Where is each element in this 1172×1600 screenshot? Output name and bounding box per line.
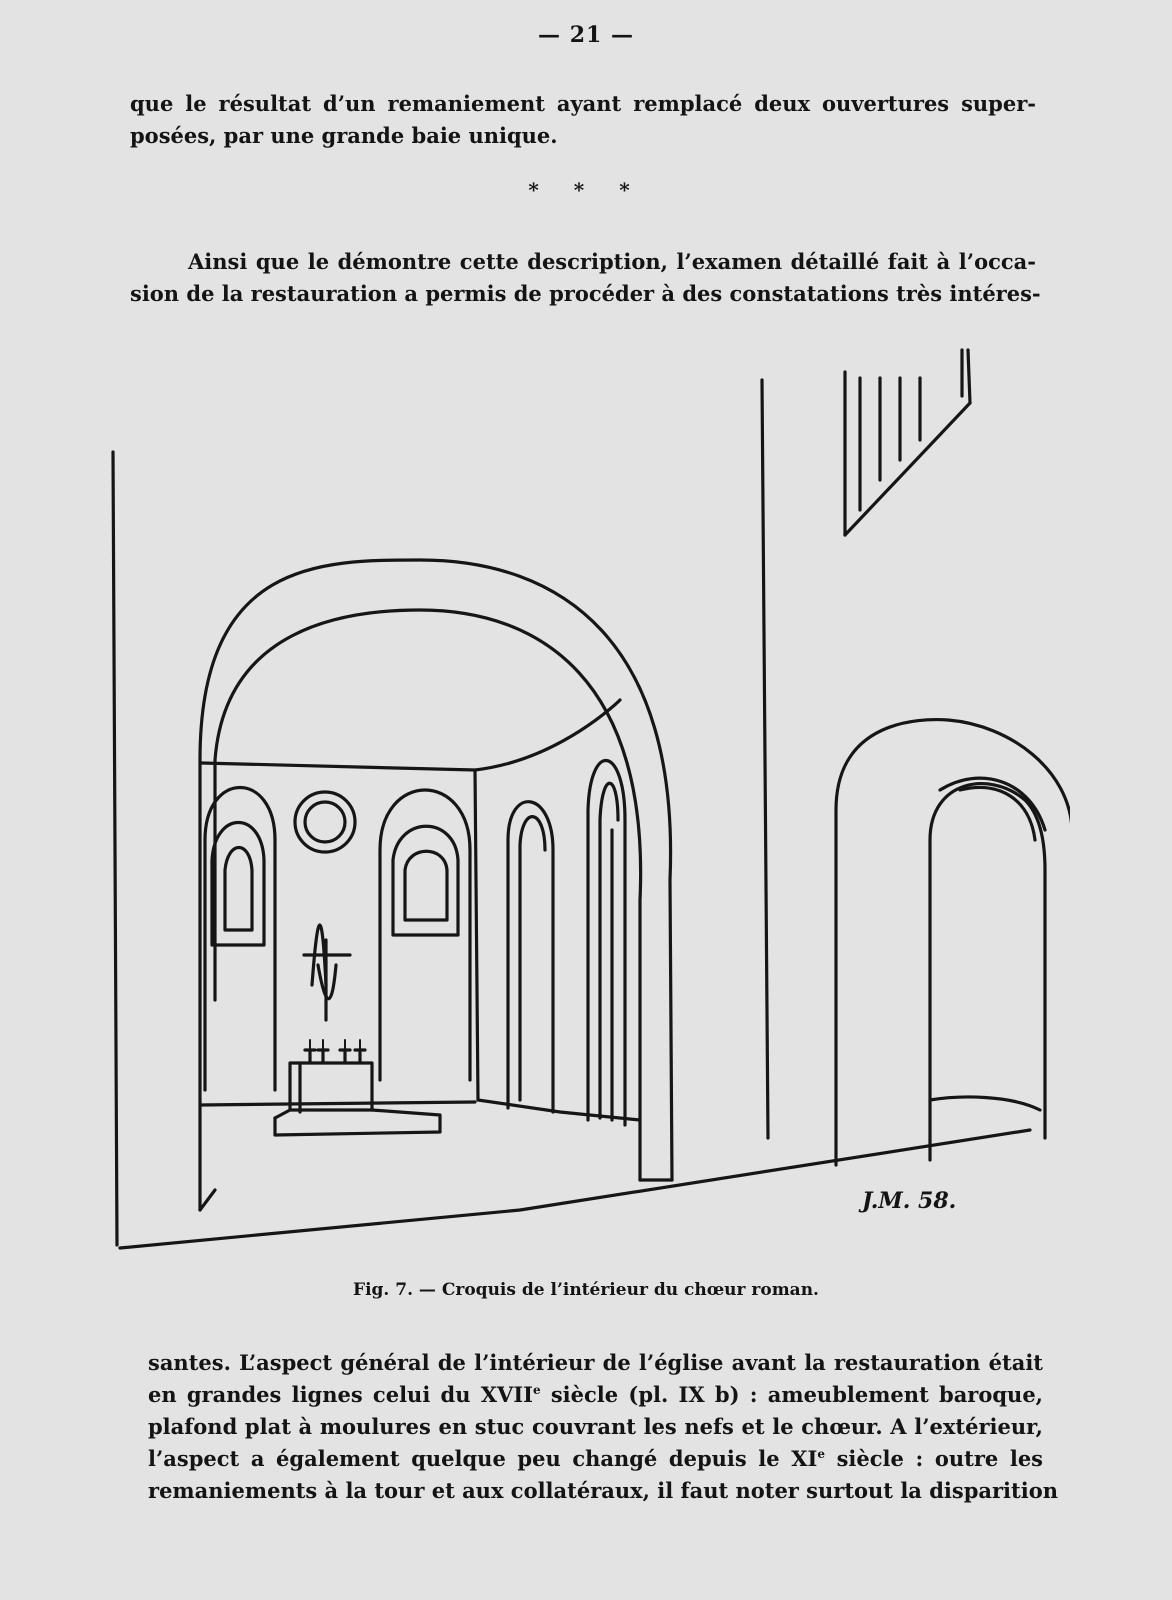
text-line: que le résultat d’un remaniement ayant remplacé deux ouvertures super- [130, 91, 1036, 116]
text-line: posées, par une grande baie unique. [130, 123, 558, 148]
apse-drawing [200, 700, 640, 1125]
text-line: l’aspect a également quelque peu changé depuis le XIe siècle : outre les [148, 1446, 1044, 1471]
paragraph-top [130, 88, 1036, 152]
upper-window-drawing [845, 350, 970, 535]
text-line: en grandes lignes celui du XVIIe siècle (pl. IX b) : ameublement baroque, [148, 1382, 1043, 1407]
side-arch-drawing [836, 720, 1070, 1165]
paragraph-middle [130, 246, 1041, 310]
text-line: Ainsi que le démontre cette description, l’examen détaillé fait à l’occa- [188, 249, 1036, 274]
figure-caption: Fig. 7. — Croquis de l’intérieur du chœur roman. [353, 1280, 819, 1300]
artist-signature: J.M. 58. [862, 1188, 957, 1214]
left-wall-line [113, 452, 117, 1245]
paragraph-bottom [148, 1347, 1058, 1507]
text-line: remaniements à la tour et aux collatéraux, il faut noter surtout la disparition [148, 1478, 1058, 1503]
page-number: — 21 — [538, 22, 634, 48]
text-line: sion de la restauration a permis de procéder à des constatations très intéres- [130, 281, 1041, 306]
text-line: plafond plat à moulures en stuc couvrant les nefs et le chœur. A l’extérieur, [148, 1414, 1043, 1439]
choir-sketch-figure [110, 340, 1070, 1260]
section-separator: * * * [528, 178, 644, 202]
pillar-line [762, 380, 768, 1138]
text-line: santes. L’aspect général de l’intérieur de l’église avant la restauration était [148, 1350, 1043, 1375]
